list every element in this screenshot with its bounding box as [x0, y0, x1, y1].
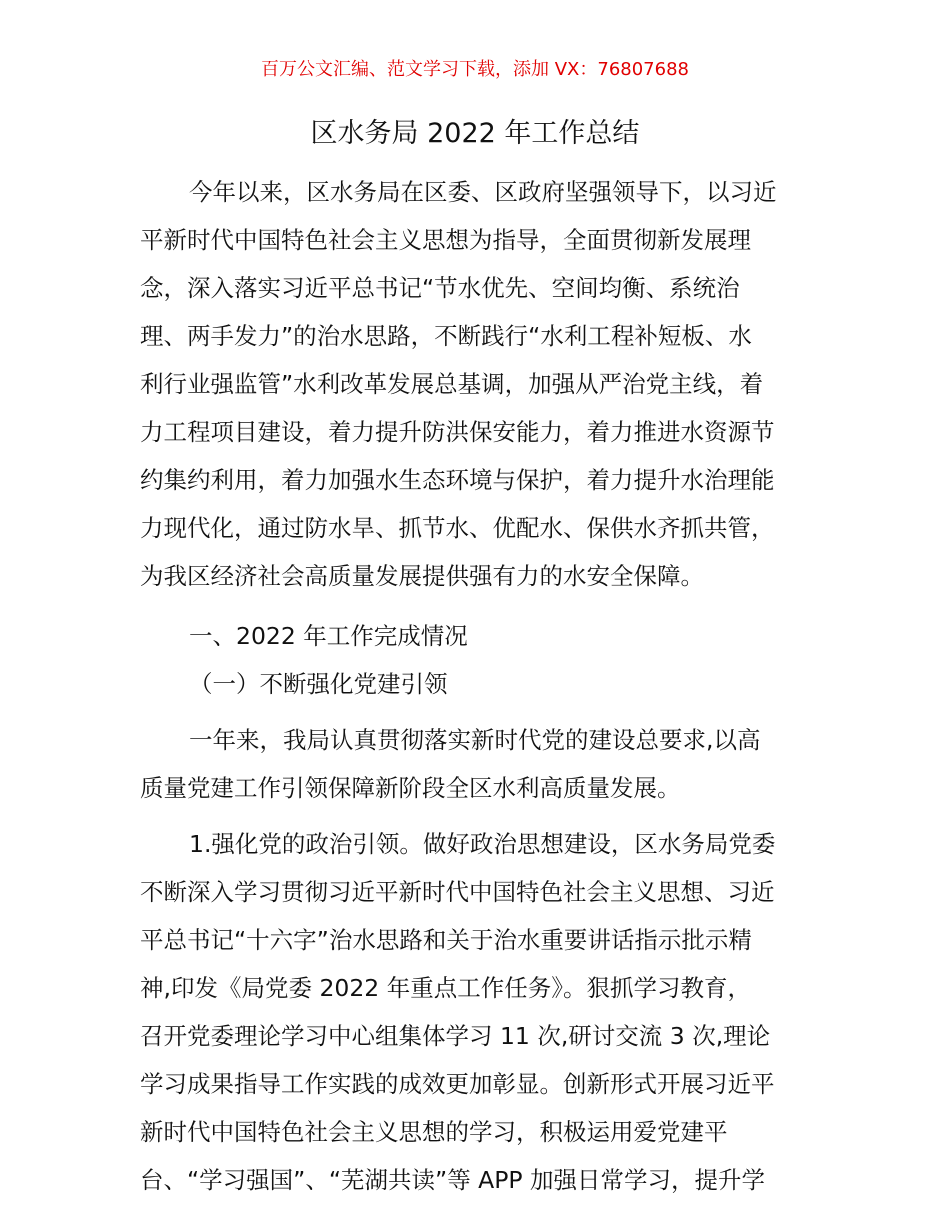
- watermark-contact: 百万公文汇编、范文学习下载，添加 VX：76807688: [261, 59, 689, 80]
- section-heading: 一、2022 年工作完成情况: [189, 622, 468, 650]
- paragraph-line: 理、两手发力”的治水思路，不断践行“水利工程补短板、水: [140, 322, 752, 350]
- paragraph-line: 台、“学习强国”、“芜湖共读”等 APP 加强日常学习，提升学: [140, 1166, 766, 1194]
- paragraph-line: 为我区经济社会高质量发展提供强有力的水安全保障。: [140, 562, 704, 590]
- paragraph-line: 平总书记“十六字”治水思路和关于治水重要讲话指示批示精: [140, 926, 752, 954]
- paragraph-line: 召开党委理论学习中心组集体学习 11 次,研讨交流 3 次,理论: [140, 1022, 771, 1050]
- paragraph-line: 力工程项目建设，着力提升防洪保安能力，着力推进水资源节: [140, 418, 775, 446]
- paragraph-line: 今年以来，区水务局在区委、区政府坚强领导下，以习近: [189, 178, 777, 206]
- paragraph-line: 力现代化，通过防水旱、抓节水、优配水、保供水齐抓共管，: [140, 514, 775, 542]
- subsection-heading: （一）不断强化党建引领: [189, 670, 448, 698]
- paragraph-line: 念，深入落实习近平总书记“节水优先、空间均衡、系统治: [140, 274, 740, 302]
- paragraph-line: 不断深入学习贯彻习近平新时代中国特色社会主义思想、习近: [140, 878, 775, 906]
- paragraph-line: 新时代中国特色社会主义思想的学习，积极运用爱党建平: [140, 1118, 728, 1146]
- paragraph-line: 学习成果指导工作实践的成效更加彰显。创新形式开展习近平: [140, 1070, 775, 1098]
- paragraph-line: 一年来，我局认真贯彻落实新时代党的建设总要求,以高: [189, 726, 761, 754]
- paragraph-line: 约集约利用，着力加强水生态环境与保护，着力提升水治理能: [140, 466, 775, 494]
- paragraph-line: 质量党建工作引领保障新阶段全区水利高质量发展。: [140, 774, 681, 802]
- paragraph-line: 平新时代中国特色社会主义思想为指导，全面贯彻新发展理: [140, 226, 751, 254]
- document-title: 区水务局 2022 年工作总结: [310, 118, 640, 149]
- paragraph-line: 神,印发《局党委 2022 年重点工作任务》。狠抓学习教育，: [140, 974, 751, 1002]
- paragraph-line: 1.强化党的政治引领。做好政治思想建设，区水务局党委: [189, 830, 776, 858]
- paragraph-line: 利行业强监管”水利改革发展总基调，加强从严治党主线，着: [140, 370, 764, 398]
